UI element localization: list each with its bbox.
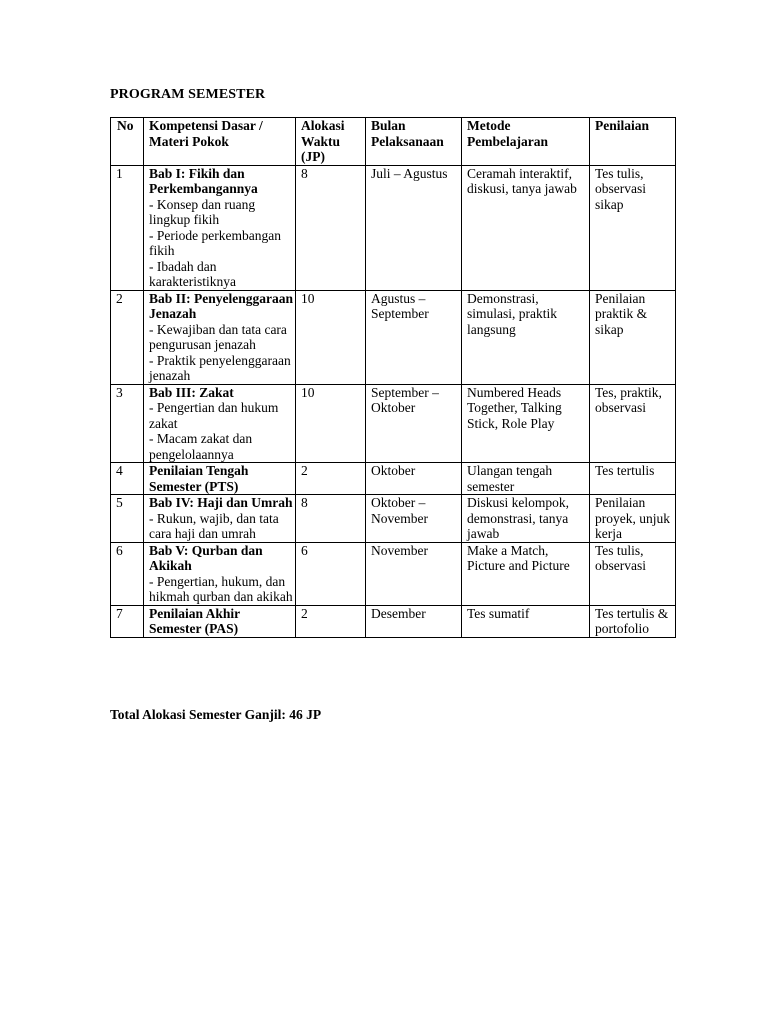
total-allocation: Total Alokasi Semester Ganjil: 46 JP xyxy=(110,707,322,722)
row-penilaian: Penilaian proyek, unjuk kerja xyxy=(590,495,676,543)
row-bulan: Desember xyxy=(366,605,462,637)
row-metode: Numbered Heads Together, Talking Stick, Role Play xyxy=(462,384,590,463)
row-chapter-title: Bab V: Qurban dan Akikah xyxy=(149,542,263,573)
row-penilaian: Penilaian praktik & sikap xyxy=(590,290,676,384)
table-row xyxy=(111,495,676,543)
document-title: PROGRAM SEMESTER xyxy=(110,87,266,102)
table-row xyxy=(111,165,676,290)
row-kompetensi xyxy=(144,605,296,637)
row-material-item: - Periode perkembangan fikih xyxy=(149,227,281,258)
row-penilaian: Tes tertulis xyxy=(590,463,676,495)
row-alokasi: 10 xyxy=(296,290,366,384)
row-penilaian: Tes tulis, observasi xyxy=(590,542,676,605)
table-row xyxy=(111,290,676,384)
table-row xyxy=(111,605,676,637)
row-bulan: Juli – Agustus xyxy=(366,165,462,290)
header-penilaian: Penilaian xyxy=(590,118,676,166)
header-metode: Metode Pembelajaran xyxy=(462,118,590,166)
row-chapter-title: Bab III: Zakat xyxy=(149,384,234,400)
row-alokasi: 2 xyxy=(296,605,366,637)
row-no: 3 xyxy=(111,384,144,463)
row-chapter-title: Bab I: Fikih dan Perkembangannya xyxy=(149,165,258,196)
header-bulan: Bulan Pelaksanaan xyxy=(366,118,462,166)
row-material-item: - Rukun, wajib, dan tata cara haji dan umrah xyxy=(149,510,279,541)
header-kompetensi: Kompetensi Dasar / Materi Pokok xyxy=(144,118,296,166)
row-chapter-title: Penilaian Akhir Semester (PAS) xyxy=(149,605,240,636)
row-no: 5 xyxy=(111,495,144,543)
row-penilaian: Tes tulis, observasi sikap xyxy=(590,165,676,290)
row-bulan: Agustus – September xyxy=(366,290,462,384)
row-kompetensi xyxy=(144,290,296,384)
row-material-item: - Kewajiban dan tata cara pengurusan jenazah xyxy=(149,321,287,352)
row-material-item: - Konsep dan ruang lingkup fikih xyxy=(149,196,256,227)
header-no: No xyxy=(111,118,144,166)
program-semester-table xyxy=(110,117,676,638)
row-alokasi: 6 xyxy=(296,542,366,605)
table-body xyxy=(111,165,676,637)
row-no: 1 xyxy=(111,165,144,290)
row-material-item: - Pengertian dan hukum zakat xyxy=(149,400,279,431)
row-chapter-title: Bab IV: Haji dan Umrah xyxy=(149,495,293,510)
row-material-item: - Pengertian, hukum, dan hikmah qurban dan akikah xyxy=(149,573,293,604)
row-material-item: - Praktik penyelenggaraan jenazah xyxy=(149,352,291,383)
row-metode: Tes sumatif xyxy=(462,605,590,637)
row-no: 7 xyxy=(111,605,144,637)
row-alokasi: 8 xyxy=(296,495,366,543)
table-header-row xyxy=(111,118,676,166)
table-row xyxy=(111,384,676,463)
row-bulan: November xyxy=(366,542,462,605)
row-metode: Diskusi kelompok, demonstrasi, tanya jawab xyxy=(462,495,590,543)
row-metode: Make a Match, Picture and Picture xyxy=(462,542,590,605)
row-alokasi: 8 xyxy=(296,165,366,290)
row-material-item: - Ibadah dan karakteristiknya xyxy=(149,258,236,289)
row-metode: Demonstrasi, simulasi, praktik langsung xyxy=(462,290,590,384)
table-row xyxy=(111,463,676,495)
row-alokasi: 2 xyxy=(296,463,366,495)
row-no: 4 xyxy=(111,463,144,495)
row-no: 2 xyxy=(111,290,144,384)
row-bulan: Oktober – November xyxy=(366,495,462,543)
row-bulan: Oktober xyxy=(366,463,462,495)
row-chapter-title: Bab II: Penyelenggaraan Jenazah xyxy=(149,290,294,321)
row-bulan: September – Oktober xyxy=(366,384,462,463)
row-kompetensi xyxy=(144,384,296,463)
row-alokasi: 10 xyxy=(296,384,366,463)
row-penilaian: Tes tertulis & portofolio xyxy=(590,605,676,637)
row-kompetensi xyxy=(144,495,296,543)
row-chapter-title: Penilaian Tengah Semester (PTS) xyxy=(149,463,249,494)
row-material-item: - Macam zakat dan pengelolaannya xyxy=(149,431,253,462)
table-row xyxy=(111,542,676,605)
row-kompetensi xyxy=(144,165,296,290)
row-no: 6 xyxy=(111,542,144,605)
row-metode: Ulangan tengah semester xyxy=(462,463,590,495)
row-penilaian: Tes, praktik, observasi xyxy=(590,384,676,463)
row-metode: Ceramah interaktif, diskusi, tanya jawab xyxy=(462,165,590,290)
row-kompetensi xyxy=(144,463,296,495)
row-kompetensi xyxy=(144,542,296,605)
header-alokasi: Alokasi Waktu (JP) xyxy=(296,118,366,166)
